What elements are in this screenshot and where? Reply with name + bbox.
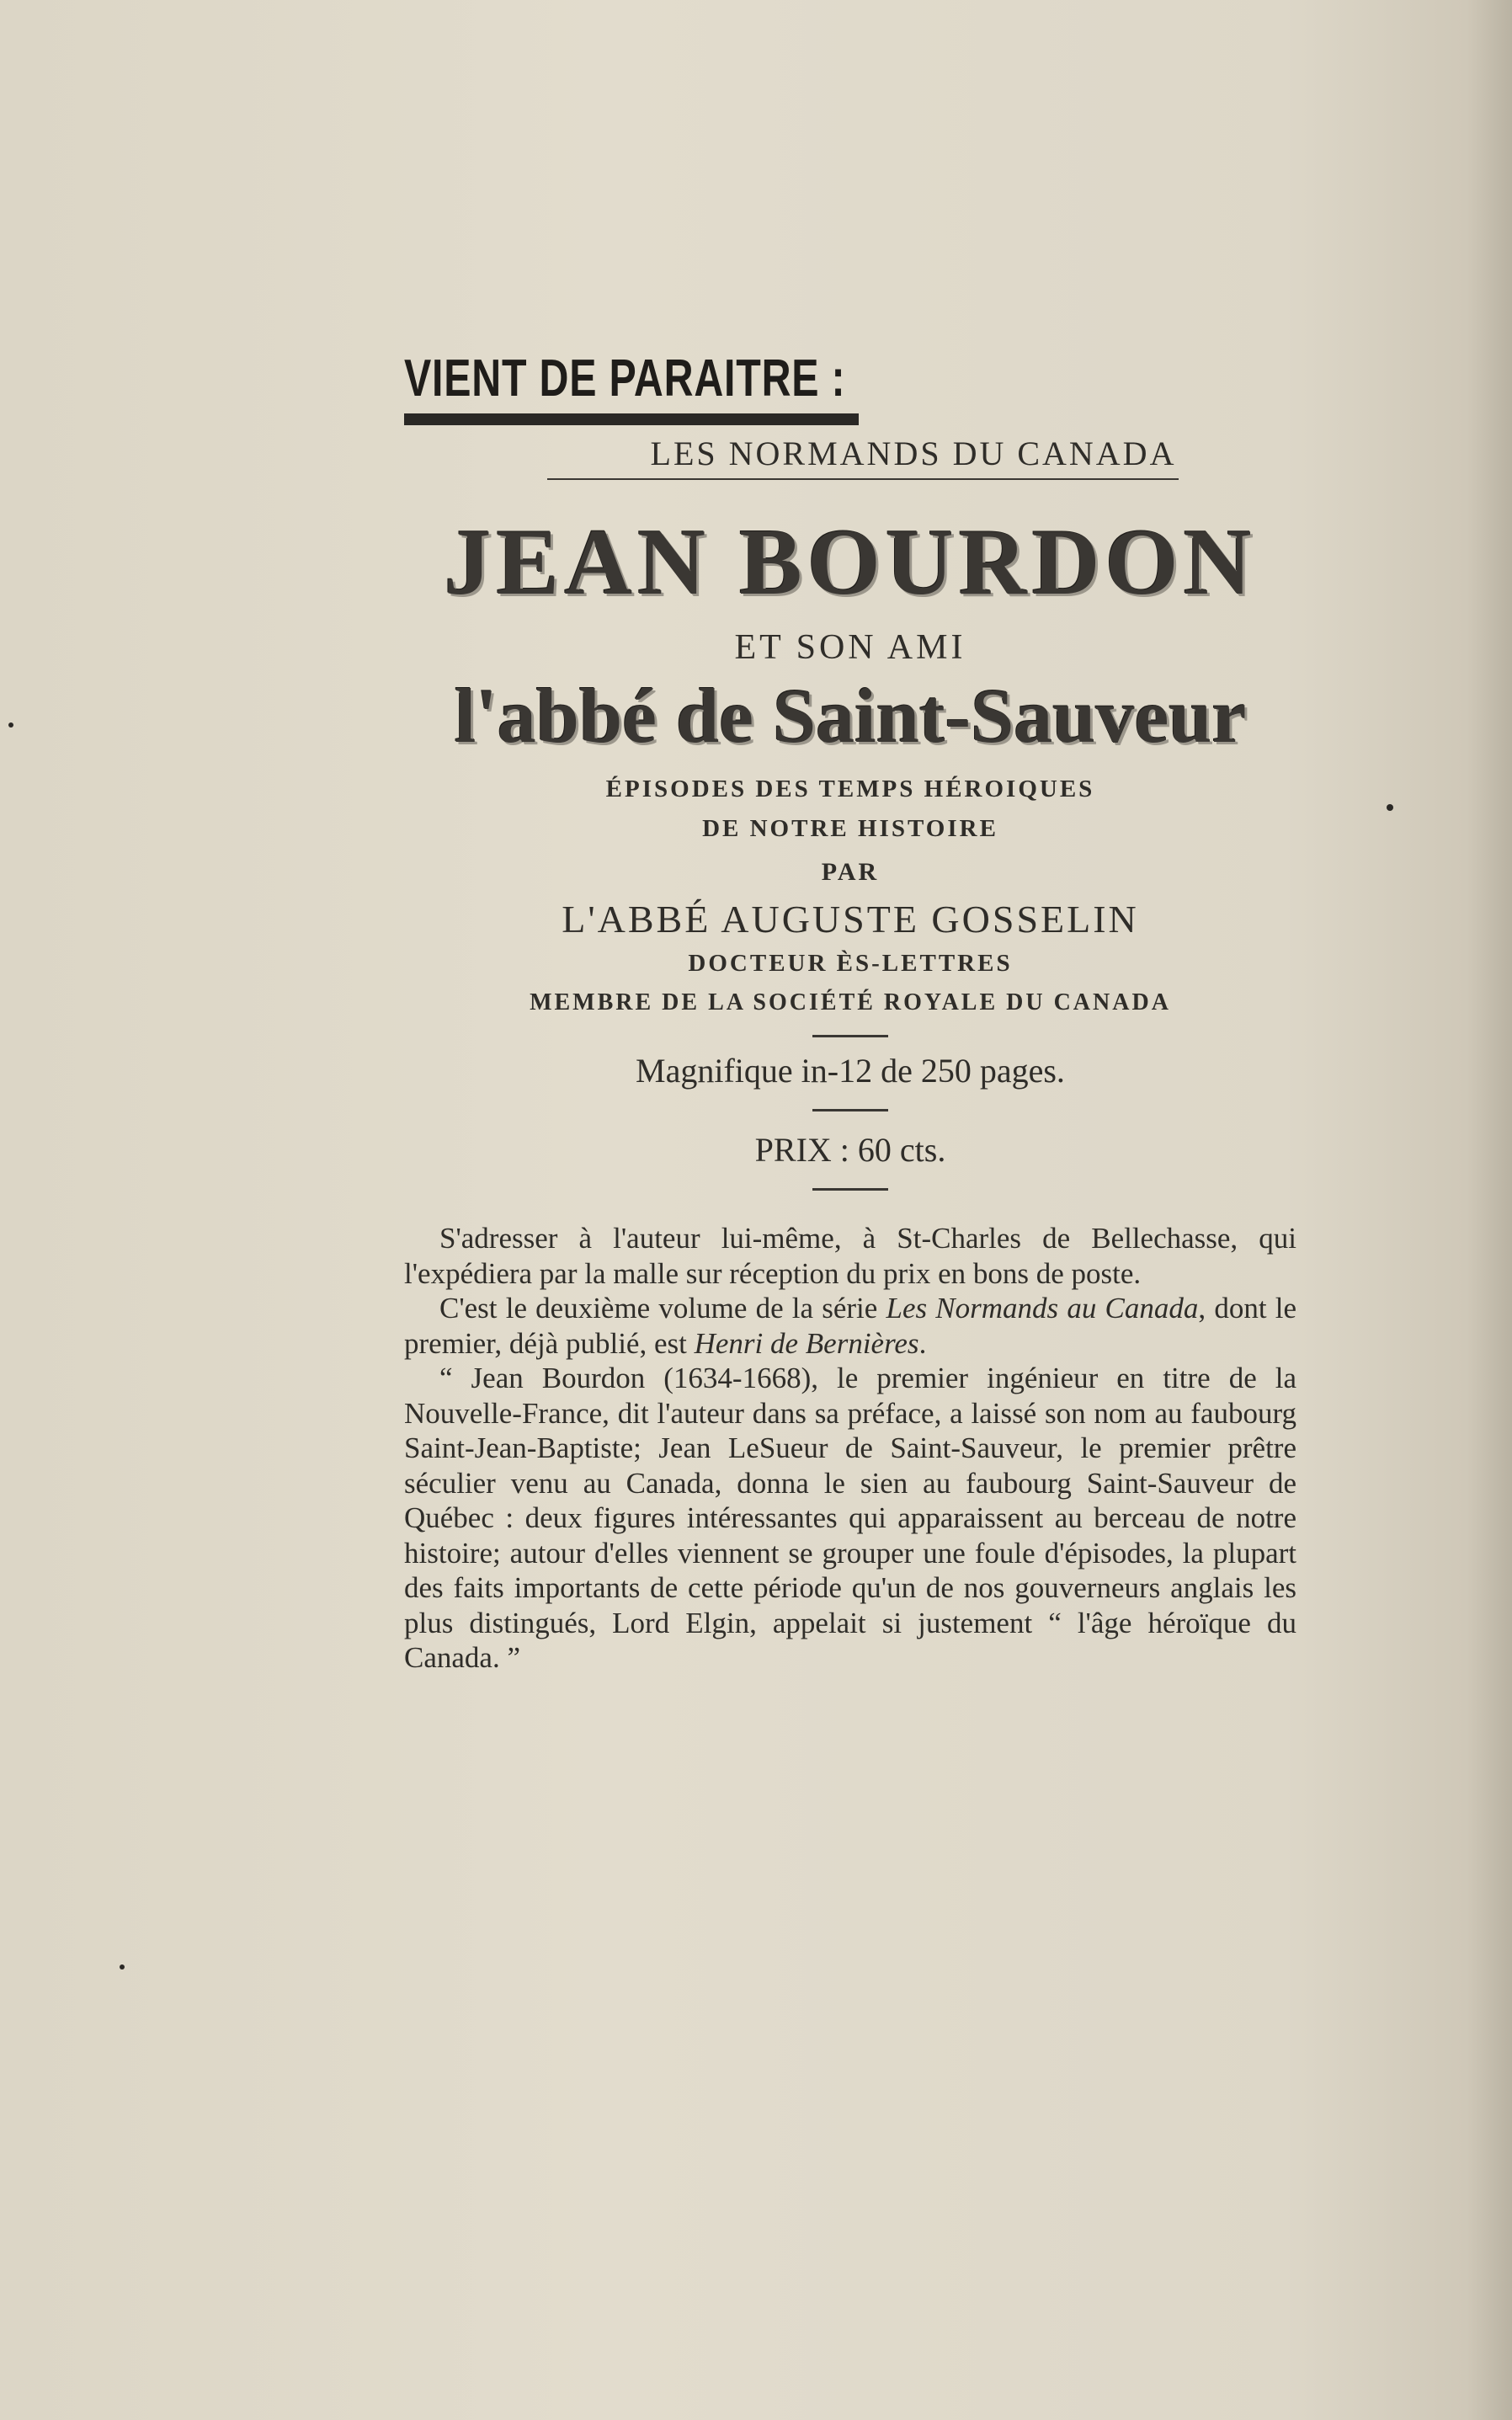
ink-speck: [120, 1964, 125, 1970]
paragraph-ordering: S'adresser à l'auteur lui-même, à St-Charles de Bellechasse, qui l'expédiera par la malle sur réception du prix en bons de poste.: [404, 1222, 1296, 1290]
book-title: JEAN BOURDON: [444, 510, 1257, 615]
author-membership: MEMBRE DE LA SOCIÉTÉ ROYALE DU CANADA: [530, 989, 1171, 1015]
series-underline: [547, 478, 1179, 480]
ink-speck: [8, 722, 13, 728]
title-connector: ET SON AMI: [734, 628, 966, 667]
body-text: [404, 1221, 1296, 1676]
subtitle-line-1: ÉPISODES DES TEMPS HÉROIQUES: [605, 776, 1095, 802]
divider: [812, 1188, 888, 1191]
series-title: LES NORMANDS DU CANADA: [650, 434, 1177, 472]
byline-par: PAR: [821, 858, 880, 886]
book-format: Magnifique in-12 de 250 pages.: [636, 1052, 1065, 1090]
book-title-second: l'abbé de Saint-Sauveur: [454, 673, 1247, 759]
paragraph-quote: “ Jean Bourdon (1634-1668), le premier ingénieur en titre de la Nouvelle-France, dit l'auteur dans sa préface, a laissé son nom au faubourg Saint-Jean-Baptiste; Jean LeSueur de Saint-Sauveur, le premier prêtre séculier venu au Canada, donna le sien au faubourg Saint-Sauveur de Québec : deux figures intéressantes qui apparaissent au berceau de notre histoire; autour d'elles viennent se grouper une foule d'épisodes, la plupart des faits importants de cette période qu'un de nos gouverneurs anglais les plus distingués, Lord Elgin, appelait si justement “ l'âge héroïque du Canada. ”: [404, 1362, 1296, 1674]
book-price: PRIX : 60 cts.: [754, 1131, 946, 1169]
divider: [812, 1035, 888, 1037]
ink-speck: [1387, 804, 1393, 811]
author-name: L'ABBÉ AUGUSTE GOSSELIN: [562, 898, 1139, 941]
announcement-heading: VIENT DE PARAITRE :: [404, 349, 846, 408]
divider: [812, 1109, 888, 1111]
advertisement: [404, 345, 1296, 1676]
author-degree: DOCTEUR ÈS-LETTRES: [688, 950, 1013, 977]
subtitle-line-2: DE NOTRE HISTOIRE: [702, 815, 998, 842]
previous-volume-italic: Henri de Bernières: [694, 1326, 919, 1360]
paragraph-series: C'est le deuxième volume de la série Les Normands au Canada, dont le premier, déjà publié, est Henri de Bernières.: [404, 1292, 1296, 1360]
series-title-italic: Les Normands au Canada: [886, 1292, 1199, 1325]
heading-underline: [404, 413, 859, 425]
